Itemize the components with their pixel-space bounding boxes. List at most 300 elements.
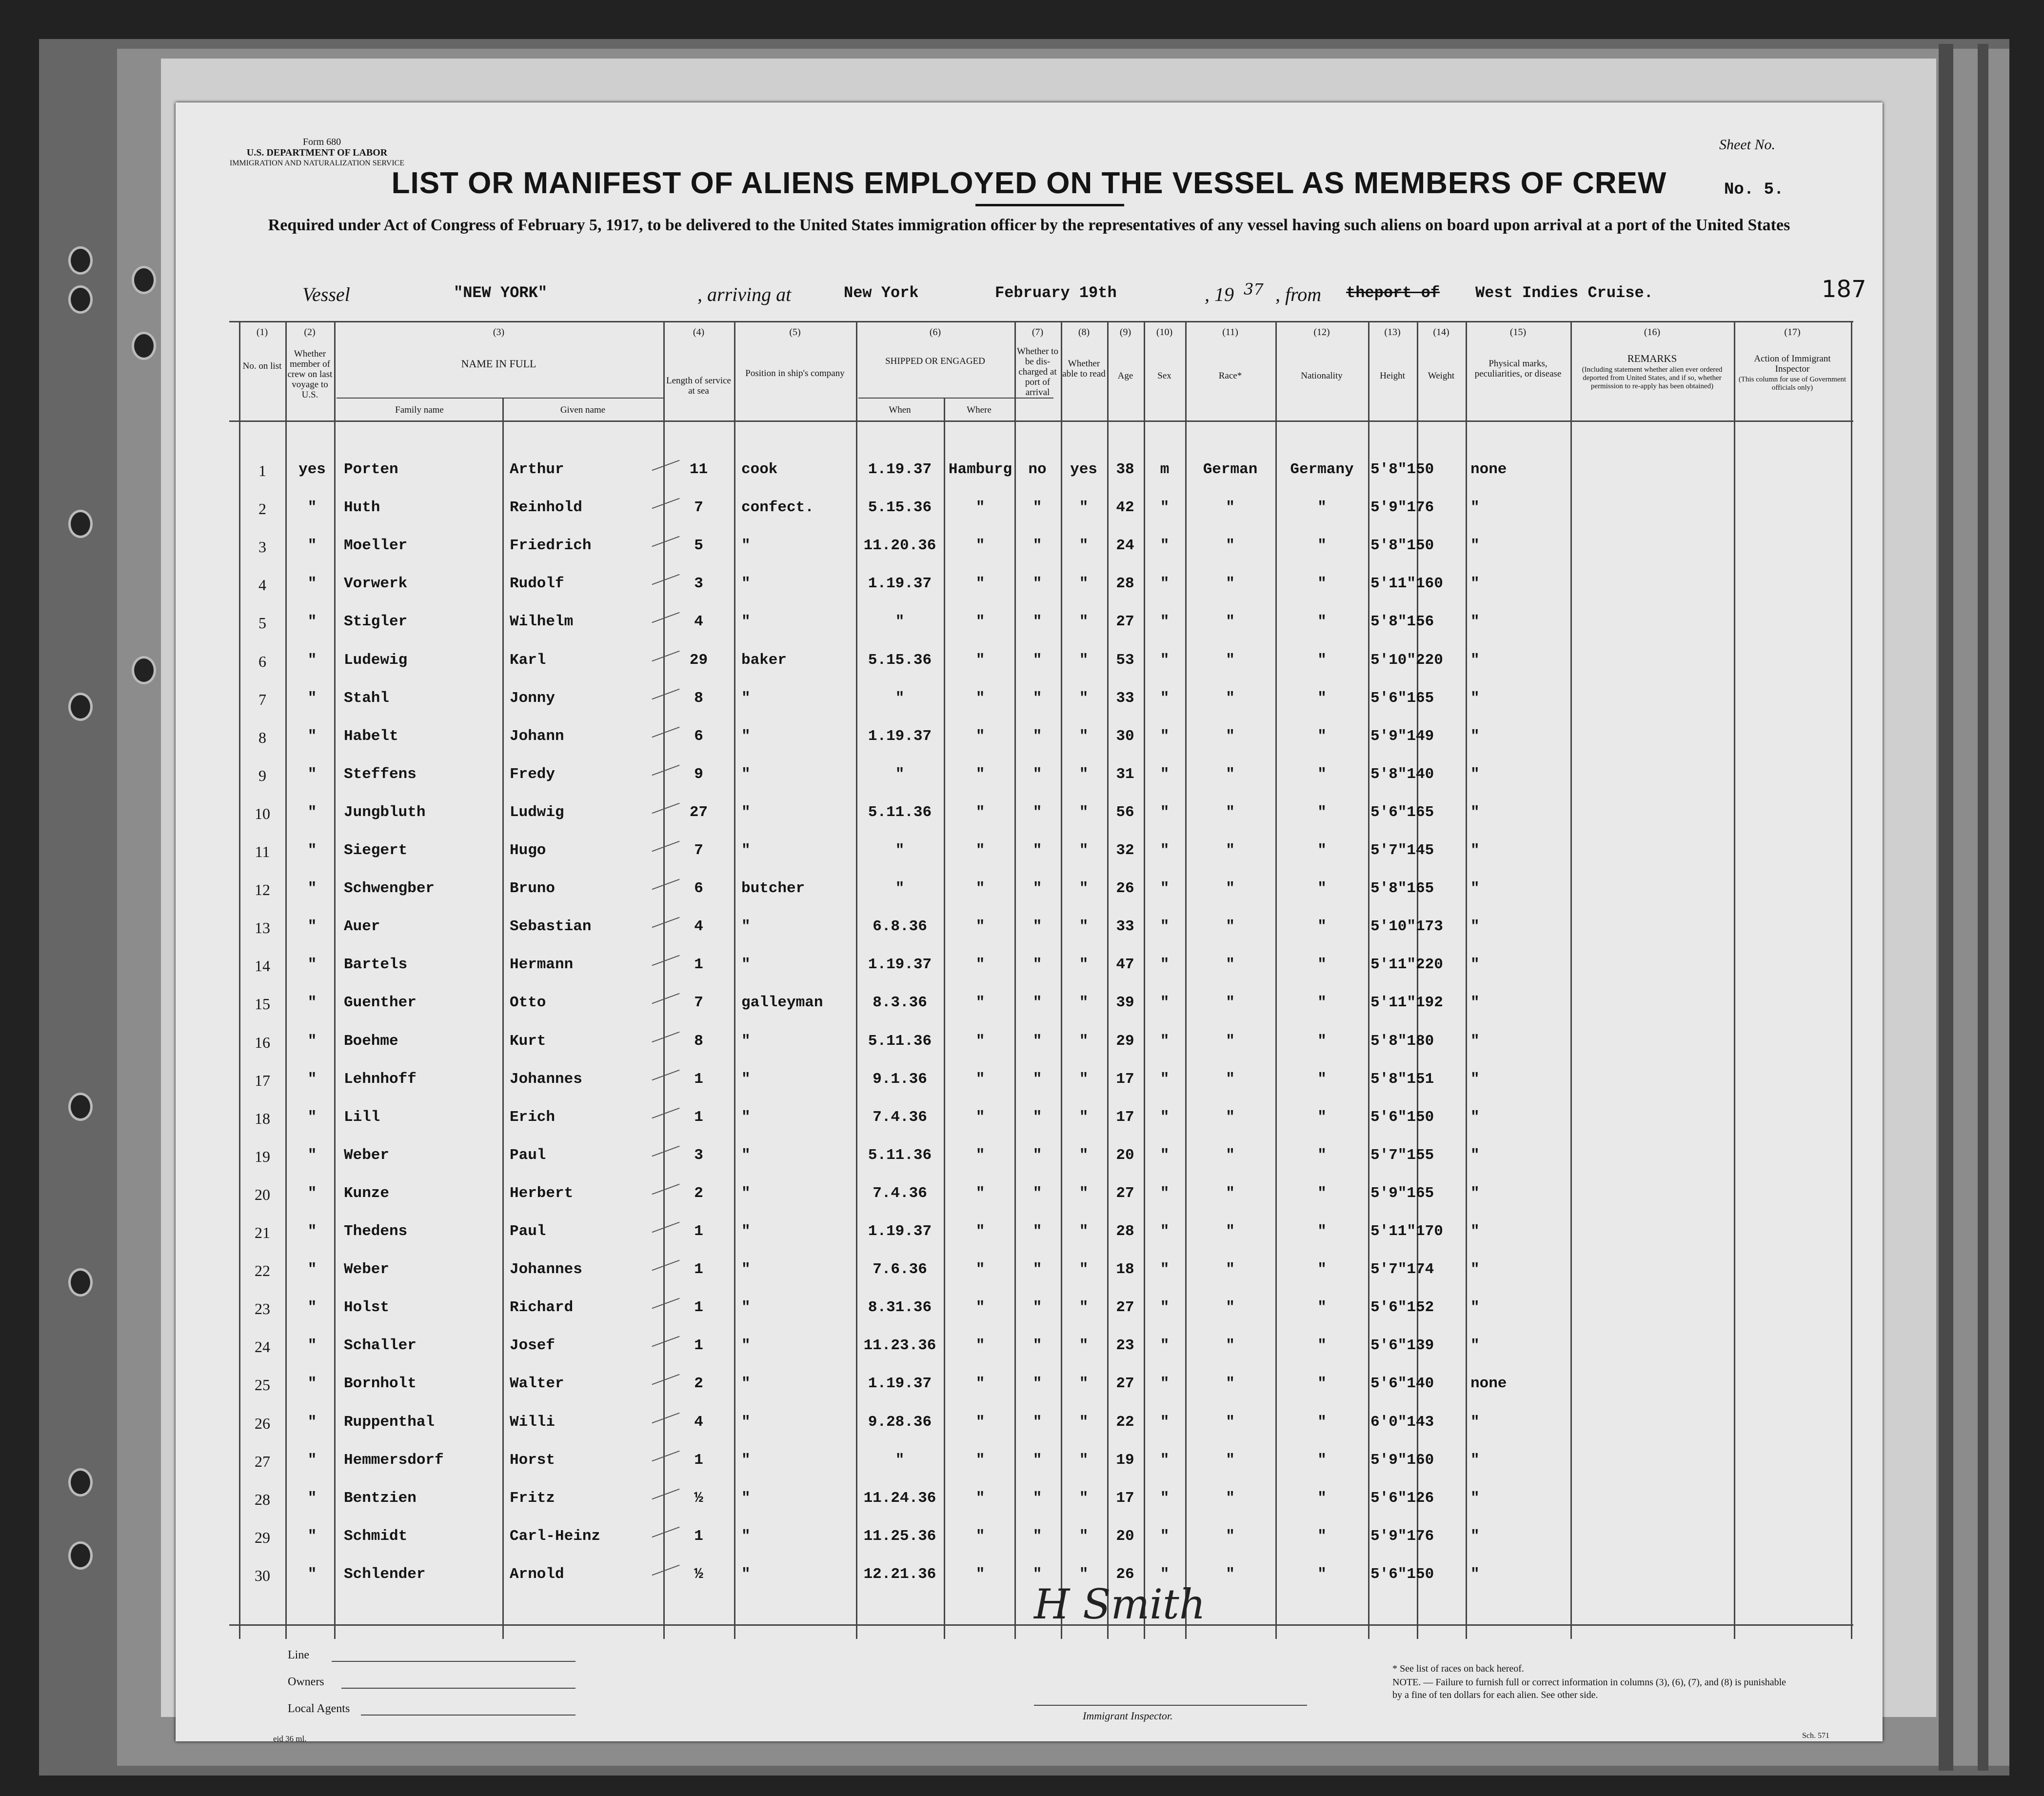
cell-hw: 6'0"143: [1370, 1414, 1434, 1431]
cell-race: ": [1226, 537, 1235, 554]
cell-family: Kunze: [344, 1185, 390, 1202]
header-race: Race*: [1218, 371, 1242, 381]
cell-hw: 5'6"150: [1370, 1566, 1434, 1583]
header-name-in-full: NAME IN FULL: [461, 358, 536, 370]
cell-disc: ": [1032, 1033, 1042, 1050]
cell-position: ": [741, 1566, 751, 1583]
cell-race: ": [1226, 1490, 1235, 1507]
cell-given: Reinhold: [510, 499, 582, 516]
cell-phys: ": [1470, 1566, 1480, 1583]
cell-race: ": [1226, 1071, 1235, 1088]
cell-where: Hamburg: [948, 461, 1012, 478]
cell-where: ": [975, 690, 985, 707]
row-number: 27: [255, 1453, 270, 1470]
cell-age: 18: [1116, 1261, 1134, 1278]
cell-sex: ": [1160, 1528, 1170, 1545]
cell-read: ": [1079, 499, 1089, 516]
cell-sex: ": [1160, 1337, 1170, 1354]
cell-when: 9.28.36: [868, 1414, 932, 1431]
header-remarks-note: (Including statement whether alien ever ordered deported from United States, and if so, whether permission to re-apply has been obtained): [1582, 366, 1723, 390]
cell-phys: ": [1470, 994, 1480, 1011]
cell-nat: ": [1317, 918, 1327, 935]
footer-rule: [361, 1715, 575, 1716]
cell-where: ": [975, 956, 985, 973]
cell-family: Schmidt: [344, 1528, 408, 1545]
cell-phys: ": [1470, 499, 1480, 516]
cell-phys: ": [1470, 842, 1480, 859]
cell-given: Walter: [510, 1375, 564, 1392]
cell-nat: ": [1317, 575, 1327, 592]
cell-race: ": [1226, 652, 1235, 669]
table-row: [176, 1261, 1883, 1280]
table-row: [176, 1490, 1883, 1509]
cell-race: ": [1226, 1566, 1235, 1583]
cell-age: 23: [1116, 1337, 1134, 1354]
cell-given: Kurt: [510, 1033, 546, 1050]
cell-when: 6.8.36: [873, 918, 927, 935]
cell-crew: ": [307, 1337, 317, 1354]
cell-phys: ": [1470, 1109, 1480, 1126]
cell-when: 5.11.36: [868, 1033, 932, 1050]
cell-when: 5.11.36: [868, 804, 932, 821]
cell-where: ": [975, 880, 985, 897]
cell-when: 1.19.37: [868, 575, 932, 592]
cell-disc: ": [1032, 499, 1042, 516]
table-row: [176, 918, 1883, 938]
page-number: 187: [1822, 276, 1866, 303]
schedule-code: Sch. 571: [1802, 1732, 1829, 1740]
binder-hole: [68, 246, 93, 275]
header-length-service: Length of service at sea: [666, 376, 731, 396]
cell-read: ": [1079, 1337, 1089, 1354]
cell-length: 1: [694, 956, 703, 973]
arrival-date: February 19th: [995, 284, 1117, 302]
cell-hw: 5'9"160: [1370, 1452, 1434, 1469]
cell-age: 39: [1116, 994, 1134, 1011]
title-underline: [975, 204, 1124, 206]
cell-age: 28: [1116, 1223, 1134, 1240]
cell-family: Bornholt: [344, 1375, 417, 1392]
cell-sex: ": [1160, 1261, 1170, 1278]
cell-where: ": [975, 842, 985, 859]
cell-age: 31: [1116, 766, 1134, 783]
table-row: [176, 1071, 1883, 1090]
cell-disc: ": [1032, 766, 1042, 783]
column-number: (1): [256, 327, 268, 338]
column-rule: [1144, 322, 1145, 1639]
form-number: Form 680: [302, 137, 341, 147]
header-age: Age: [1117, 371, 1133, 381]
cell-where: ": [975, 1185, 985, 1202]
cell-when: 11.23.36: [863, 1337, 936, 1354]
cell-phys: ": [1470, 1299, 1480, 1316]
cell-nat: ": [1317, 1261, 1327, 1278]
cell-position: ": [741, 728, 751, 745]
cell-race: ": [1226, 1337, 1235, 1354]
column-rule: [1368, 322, 1369, 1639]
cell-family: Bartels: [344, 956, 408, 973]
column-number: (7): [1032, 327, 1044, 338]
footer-rule: [332, 1661, 575, 1662]
cell-when: 12.21.36: [863, 1566, 936, 1583]
cell-sex: ": [1160, 728, 1170, 745]
cell-position: ": [741, 1299, 751, 1316]
cell-race: ": [1226, 918, 1235, 935]
binder-hole: [132, 656, 156, 684]
cell-age: 32: [1116, 842, 1134, 859]
cell-family: Moeller: [344, 537, 408, 554]
row-number: 10: [255, 805, 270, 822]
cell-nat: ": [1317, 1147, 1327, 1164]
table-row: [176, 1528, 1883, 1547]
cell-family: Bentzien: [344, 1490, 417, 1507]
cell-phys: ": [1470, 1261, 1480, 1278]
cell-position: ": [741, 1223, 751, 1240]
cell-race: ": [1226, 1223, 1235, 1240]
page-title: LIST OR MANIFEST OF ALIENS EMPLOYED ON THE VESSEL AS MEMBERS OF CREW: [391, 166, 1667, 200]
table-row: [176, 956, 1883, 976]
cell-given: Horst: [510, 1452, 556, 1469]
cell-disc: no: [1028, 461, 1047, 478]
cell-phys: ": [1470, 613, 1480, 630]
column-rule: [285, 322, 287, 1639]
print-code: eid 36 ml.: [273, 1734, 307, 1743]
cell-where: ": [975, 1452, 985, 1469]
cell-given: Hermann: [510, 956, 574, 973]
races-note: * See list of races on back hereof.: [1392, 1663, 1524, 1674]
cell-read: ": [1079, 1185, 1089, 1202]
cell-position: ": [741, 1375, 751, 1392]
cell-phys: ": [1470, 1071, 1480, 1088]
cell-position: ": [741, 537, 751, 554]
cell-length: 7: [694, 842, 703, 859]
cell-family: Schaller: [344, 1337, 417, 1354]
subtitle: Required under Act of Congress of February 5, 1917, to be delivered to the United States immigration officer by the representatives of any vessel having such aliens on board upon arrival at a port of the United States: [268, 216, 1790, 234]
cell-where: ": [975, 1490, 985, 1507]
cell-race: ": [1226, 1452, 1235, 1469]
cell-read: ": [1079, 1071, 1089, 1088]
header-action-note: (This column for use of Government officials only): [1738, 376, 1846, 392]
cell-length: 1: [694, 1261, 703, 1278]
cell-crew: ": [307, 1452, 317, 1469]
cell-age: 56: [1116, 804, 1134, 821]
cell-hw: 5'7"145: [1370, 842, 1434, 859]
binder-hole: [68, 1541, 93, 1570]
cell-read: ": [1079, 1147, 1089, 1164]
cell-sex: ": [1160, 537, 1170, 554]
table-row: [176, 1109, 1883, 1128]
cell-when: 9.1.36: [873, 1071, 927, 1088]
cell-race: ": [1226, 1109, 1235, 1126]
cell-given: Johannes: [510, 1261, 582, 1278]
cell-disc: ": [1032, 1452, 1042, 1469]
cell-race: ": [1226, 1414, 1235, 1431]
cell-when: ": [895, 613, 905, 630]
cell-length: 11: [689, 461, 708, 478]
cell-hw: 5'6"165: [1370, 690, 1434, 707]
column-rule: [734, 322, 735, 1639]
cell-when: 5.11.36: [868, 1147, 932, 1164]
header-discharged: Whether to be dis-charged at port of arrival: [1017, 346, 1058, 398]
cell-position: ": [741, 1337, 751, 1354]
cell-position: cook: [741, 461, 778, 478]
cell-crew: ": [307, 613, 317, 630]
header-action: Action of Immigrant Inspector: [1754, 354, 1831, 374]
row-number: 8: [258, 729, 266, 746]
cell-age: 33: [1116, 690, 1134, 707]
cell-age: 19: [1116, 1452, 1134, 1469]
cell-crew: ": [307, 842, 317, 859]
cell-position: butcher: [741, 880, 805, 897]
column-number: (16): [1644, 327, 1661, 338]
cell-read: ": [1079, 1414, 1089, 1431]
cell-length: 9: [694, 766, 703, 783]
cell-phys: ": [1470, 1414, 1480, 1431]
cell-nat: ": [1317, 994, 1327, 1011]
cell-length: 29: [689, 652, 708, 669]
cell-hw: 5'6"126: [1370, 1490, 1434, 1507]
cell-age: 33: [1116, 918, 1134, 935]
cell-nat: ": [1317, 804, 1327, 821]
cell-race: ": [1226, 804, 1235, 821]
cell-nat: ": [1317, 880, 1327, 897]
cell-phys: ": [1470, 956, 1480, 973]
cell-hw: 5'7"174: [1370, 1261, 1434, 1278]
cell-race: ": [1226, 842, 1235, 859]
table-top-rule: [229, 321, 1853, 322]
cell-hw: 5'8"140: [1370, 766, 1434, 783]
cell-race: ": [1226, 994, 1235, 1011]
cell-disc: ": [1032, 1071, 1042, 1088]
cell-phys: ": [1470, 537, 1480, 554]
column-number: (2): [304, 327, 316, 338]
cell-position: ": [741, 1261, 751, 1278]
cell-position: ": [741, 575, 751, 592]
cell-read: ": [1079, 842, 1089, 859]
cell-family: Schlender: [344, 1566, 426, 1583]
header-weight: Weight: [1428, 371, 1455, 381]
cell-hw: 5'11"192: [1370, 994, 1443, 1011]
cell-position: ": [741, 690, 751, 707]
cell-phys: ": [1470, 766, 1480, 783]
cell-phys: none: [1470, 1375, 1507, 1392]
cell-sex: ": [1160, 1375, 1170, 1392]
table-row: [176, 994, 1883, 1014]
cell-crew: ": [307, 1299, 317, 1316]
cell-hw: 5'8"156: [1370, 613, 1434, 630]
column-rule: [856, 322, 857, 1639]
cell-when: 1.19.37: [868, 1223, 932, 1240]
cell-read: ": [1079, 1566, 1089, 1583]
header-bottom-rule: [229, 420, 1853, 422]
vessel-name: "NEW YORK": [454, 284, 548, 302]
cell-nat: ": [1317, 537, 1327, 554]
row-number: 12: [255, 881, 270, 898]
cell-sex: ": [1160, 1147, 1170, 1164]
cell-hw: 5'11"220: [1370, 956, 1443, 973]
cell-given: Carl-Heinz: [510, 1528, 601, 1545]
cell-age: 27: [1116, 1299, 1134, 1316]
cell-race: ": [1226, 575, 1235, 592]
header-when: When: [889, 405, 911, 415]
cell-sex: m: [1160, 461, 1170, 478]
cell-given: Willi: [510, 1414, 556, 1431]
cell-given: Arnold: [510, 1566, 564, 1583]
header-physical: Physical marks, peculiarities, or disease: [1474, 359, 1562, 379]
row-number: 1: [258, 462, 266, 479]
cell-when: 1.19.37: [868, 461, 932, 478]
cell-hw: 5'6"152: [1370, 1299, 1434, 1316]
cell-given: Bruno: [510, 880, 556, 897]
cell-read: ": [1079, 956, 1089, 973]
cell-hw: 5'10"220: [1370, 652, 1443, 669]
cell-hw: 5'9"176: [1370, 1528, 1434, 1545]
cell-disc: ": [1032, 613, 1042, 630]
arrival-port: New York: [844, 284, 919, 302]
row-number: 24: [255, 1338, 270, 1356]
cell-position: ": [741, 1033, 751, 1050]
row-number: 7: [258, 691, 266, 708]
row-number: 19: [255, 1148, 270, 1165]
cell-phys: ": [1470, 1337, 1480, 1354]
cell-length: 3: [694, 575, 703, 592]
cell-length: 2: [694, 1375, 703, 1392]
cell-family: Siegert: [344, 842, 408, 859]
table-row: [176, 537, 1883, 557]
table-row: [176, 613, 1883, 633]
column-number: (6): [929, 327, 941, 338]
cell-crew: ": [307, 1223, 317, 1240]
cell-disc: ": [1032, 1185, 1042, 1202]
inspector-label: Immigrant Inspector.: [1083, 1710, 1173, 1722]
cell-disc: ": [1032, 1528, 1042, 1545]
row-number: 28: [255, 1491, 270, 1508]
cell-hw: 5'8"150: [1370, 461, 1434, 478]
row-number: 23: [255, 1300, 270, 1317]
cell-family: Schwengber: [344, 880, 435, 897]
cell-given: Arthur: [510, 461, 564, 478]
cell-nat: ": [1317, 1414, 1327, 1431]
cell-position: ": [741, 1109, 751, 1126]
cell-hw: 5'8"180: [1370, 1033, 1434, 1050]
column-rule: [1061, 322, 1062, 1639]
cell-family: Boehme: [344, 1033, 398, 1050]
column-number: (15): [1509, 327, 1527, 338]
cell-crew: ": [307, 575, 317, 592]
cell-where: ": [975, 1528, 985, 1545]
cell-where: ": [975, 1223, 985, 1240]
cell-race: ": [1226, 1528, 1235, 1545]
cell-family: Stigler: [344, 613, 408, 630]
cell-length: 1: [694, 1109, 703, 1126]
table-row: [176, 499, 1883, 519]
cell-family: Ludewig: [344, 652, 408, 669]
cell-read: ": [1079, 690, 1089, 707]
cell-length: 1: [694, 1452, 703, 1469]
cell-disc: ": [1032, 804, 1042, 821]
column-number: (9): [1119, 327, 1131, 338]
column-number: (14): [1433, 327, 1449, 338]
cell-hw: 5'7"155: [1370, 1147, 1434, 1164]
binder-edge: [1978, 44, 1988, 1771]
cell-hw: 5'10"173: [1370, 918, 1443, 935]
column-rule: [1014, 322, 1016, 1639]
row-number: 5: [258, 614, 266, 632]
cell-crew: ": [307, 918, 317, 935]
cell-when: ": [895, 766, 905, 783]
cell-nat: ": [1317, 842, 1327, 859]
cell-read: ": [1079, 1375, 1089, 1392]
cell-length: 1: [694, 1528, 703, 1545]
cell-family: Hemmersdorf: [344, 1452, 444, 1469]
column-number: (5): [789, 327, 801, 338]
cell-when: 7.4.36: [873, 1109, 927, 1126]
cell-crew: yes: [298, 461, 326, 478]
cell-nat: ": [1317, 1223, 1327, 1240]
column-rule: [1466, 322, 1467, 1639]
table-row: [176, 728, 1883, 747]
cell-length: ½: [694, 1490, 703, 1507]
cell-sex: ": [1160, 1071, 1170, 1088]
cell-given: Karl: [510, 652, 546, 669]
cell-age: 17: [1116, 1071, 1134, 1088]
cell-position: ": [741, 1071, 751, 1088]
cell-age: 27: [1116, 613, 1134, 630]
cell-race: ": [1226, 1033, 1235, 1050]
cell-length: 7: [694, 994, 703, 1011]
cell-given: Paul: [510, 1147, 546, 1164]
table-row: [176, 804, 1883, 823]
cell-sex: ": [1160, 994, 1170, 1011]
cell-position: ": [741, 918, 751, 935]
table-row: [176, 1147, 1883, 1166]
cell-nat: ": [1317, 652, 1327, 669]
cell-nat: Germany: [1290, 461, 1354, 478]
cell-read: ": [1079, 652, 1089, 669]
cell-given: Wilhelm: [510, 613, 574, 630]
cell-crew: ": [307, 804, 317, 821]
cell-phys: ": [1470, 1147, 1480, 1164]
arriving-label: , arriving at: [697, 283, 792, 305]
cell-position: galleyman: [741, 994, 823, 1011]
cell-phys: ": [1470, 804, 1480, 821]
cell-race: ": [1226, 766, 1235, 783]
cell-disc: ": [1032, 1566, 1042, 1583]
cell-given: Fredy: [510, 766, 556, 783]
cell-given: Ludwig: [510, 804, 564, 821]
cell-when: ": [895, 842, 905, 859]
cell-hw: 5'6"165: [1370, 804, 1434, 821]
cell-nat: ": [1317, 1109, 1327, 1126]
cell-phys: none: [1470, 461, 1507, 478]
cell-phys: ": [1470, 1033, 1480, 1050]
cell-when: ": [895, 690, 905, 707]
cell-read: ": [1079, 766, 1089, 783]
binder-hole: [68, 285, 93, 314]
cell-sex: ": [1160, 956, 1170, 973]
cell-crew: ": [307, 1414, 317, 1431]
vessel-label: Vessel: [302, 283, 350, 305]
cell-race: ": [1226, 1375, 1235, 1392]
cell-race: ": [1226, 880, 1235, 897]
cell-crew: ": [307, 994, 317, 1011]
cell-read: yes: [1070, 461, 1097, 478]
cell-nat: ": [1317, 766, 1327, 783]
cell-where: ": [975, 766, 985, 783]
cell-position: ": [741, 1490, 751, 1507]
cell-length: 1: [694, 1337, 703, 1354]
cell-length: 5: [694, 537, 703, 554]
